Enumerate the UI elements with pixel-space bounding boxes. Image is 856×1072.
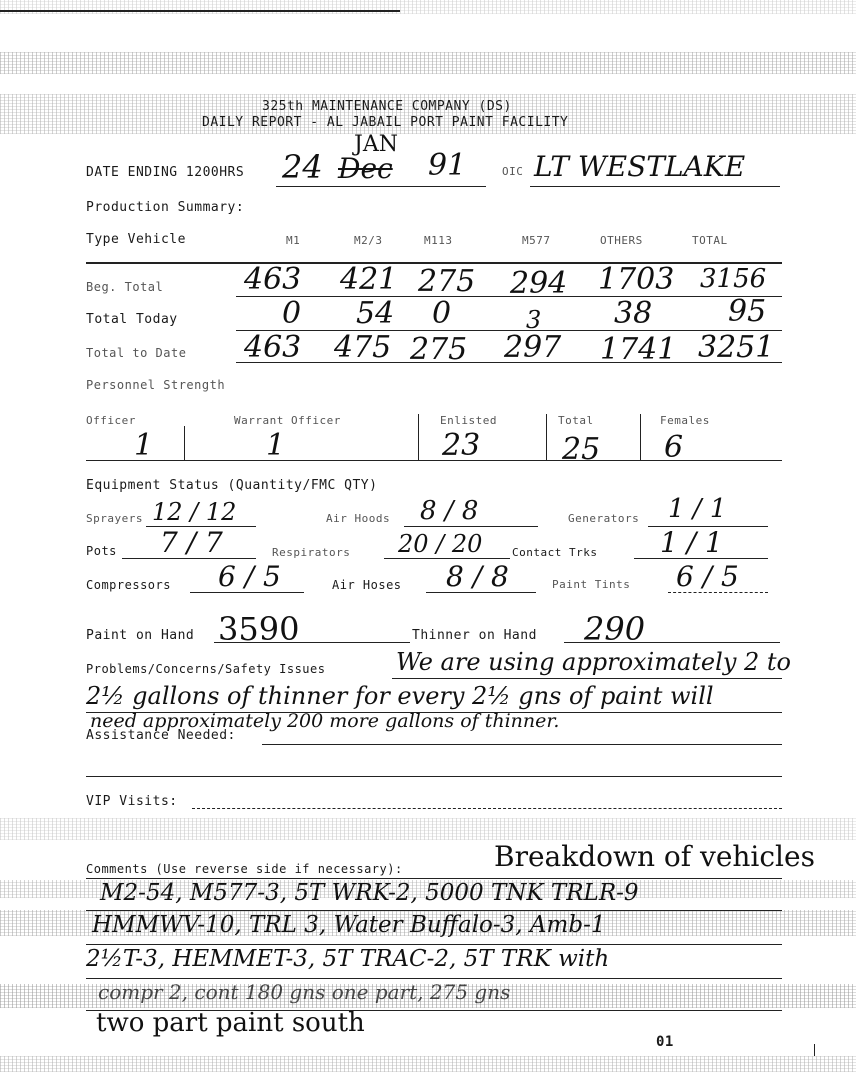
today-m577: 3 (526, 306, 542, 334)
production-title: Production Summary: (86, 200, 245, 215)
margin-mark (814, 1044, 815, 1056)
respirators-label: Respirators (272, 546, 351, 559)
paint-tints-rule (668, 592, 768, 593)
respirators-value: 20 / 20 (398, 530, 483, 558)
row-label-beg-total: Beg. Total (86, 280, 164, 294)
personnel-warrant-header: Warrant Officer (234, 414, 341, 427)
thinner-on-hand-rule (564, 642, 780, 643)
compressors-rule (190, 592, 304, 593)
date-underline (276, 186, 486, 187)
personnel-females-header: Females (660, 414, 710, 427)
personnel-title: Personnel Strength (86, 378, 226, 392)
comments-line-1: Breakdown of vehicles (494, 840, 815, 873)
comments-rule-4 (86, 978, 782, 979)
assistance-rule-1 (262, 744, 782, 745)
pots-label: Pots (86, 544, 117, 558)
assistance-rule-2 (86, 776, 782, 777)
scan-noise-band-3 (0, 818, 856, 840)
oic-name: LT WESTLAKE (534, 150, 746, 183)
personnel-divider-1 (184, 426, 185, 460)
beg-total-rule (236, 296, 782, 297)
compressors-label: Compressors (86, 578, 171, 592)
problems-label: Problems/Concerns/Safety Issues (86, 662, 326, 676)
col-m577: M577 (522, 234, 551, 247)
personnel-officer: 1 (134, 428, 154, 463)
comments-line-2: M2-54, M577-3, 5T WRK-2, 5000 TNK TRLR-9 (100, 880, 639, 906)
date-day: 24 (282, 148, 323, 186)
problems-line-1: We are using approximately 2 to (396, 648, 791, 676)
air-hoses-rule (426, 592, 536, 593)
top-border (0, 10, 400, 12)
personnel-officer-header: Officer (86, 414, 136, 427)
paint-tints-value: 6 / 5 (676, 560, 739, 593)
paint-on-hand-value: 3590 (218, 610, 300, 648)
date-month: JAN (354, 132, 398, 157)
personnel-warrant: 1 (266, 428, 286, 463)
contact-trks-value: 1 / 1 (660, 526, 723, 559)
contact-trks-rule (634, 558, 768, 559)
today-others: 38 (614, 296, 653, 331)
air-hoses-value: 8 / 8 (446, 560, 509, 593)
today-m113: 0 (432, 296, 452, 331)
comments-rule-3 (86, 944, 782, 945)
thinner-on-hand-label: Thinner on Hand (412, 628, 537, 643)
paint-on-hand-label: Paint on Hand (86, 628, 195, 643)
row-label-total-to-date: Total to Date (86, 346, 187, 360)
equipment-title: Equipment Status (Quantity/FMC QTY) (86, 478, 378, 493)
comments-line-5: compr 2, cont 180 gns one part, 275 gns (98, 980, 511, 1004)
oic-underline (530, 186, 780, 187)
type-vehicle-label: Type Vehicle (86, 232, 186, 247)
comments-label: Comments (Use reverse side if necessary): (86, 862, 403, 876)
pots-value: 7 / 7 (160, 526, 223, 559)
generators-value: 1 / 1 (668, 494, 727, 524)
vip-label: VIP Visits: (86, 794, 178, 809)
personnel-rule (86, 460, 782, 461)
comments-line-4: 2½T-3, HEMMET-3, 5T TRAC-2, 5T TRK with (86, 946, 610, 972)
generators-label: Generators (568, 512, 640, 525)
paint-on-hand-rule (214, 642, 410, 643)
beg-total-m2-3: 421 (340, 262, 398, 297)
col-m1: M1 (286, 234, 301, 247)
pots-rule (122, 558, 256, 559)
beg-total-m577: 294 (510, 266, 568, 301)
scan-noise-band-1 (0, 52, 856, 74)
compressors-value: 6 / 5 (218, 560, 281, 593)
comments-line-6: two part paint south (96, 1008, 365, 1038)
sprayers-value: 12 / 12 (152, 498, 237, 526)
col-m113: M113 (424, 234, 453, 247)
beg-total-total: 3156 (700, 264, 767, 294)
assistance-label: Assistance Needed: (86, 728, 236, 743)
beg-total-others: 1703 (598, 262, 675, 297)
page-mark: 01 (656, 1034, 674, 1050)
problems-rule-1 (392, 678, 782, 679)
col-m2-3: M2/3 (354, 234, 383, 247)
problems-line-2: 2½ gallons of thinner for every 2½ gns of paint will (86, 682, 714, 710)
personnel-divider-3 (546, 414, 547, 460)
air-hoods-rule (404, 526, 538, 527)
vip-rule (192, 808, 782, 809)
today-m2-3: 54 (356, 296, 395, 331)
col-others: OTHERS (600, 234, 643, 247)
sprayers-label: Sprayers (86, 512, 143, 525)
personnel-total-header: Total (558, 414, 594, 427)
beg-total-m113: 275 (418, 264, 476, 299)
date-month-struck: Dec (338, 152, 393, 185)
air-hoods-label: Air Hoods (326, 512, 391, 525)
air-hoods-value: 8 / 8 (420, 496, 479, 526)
comments-rule-1 (86, 878, 782, 879)
to-date-m2-3: 475 (334, 330, 392, 365)
personnel-females: 6 (664, 430, 684, 465)
today-total: 95 (728, 294, 767, 329)
respirators-rule (384, 558, 510, 559)
report-title: DAILY REPORT - AL JABAIL PORT PAINT FACILITY (202, 115, 569, 130)
oic-label: OIC (502, 165, 524, 178)
personnel-total: 25 (562, 432, 601, 467)
company-name: 325th MAINTENANCE COMPANY (DS) (262, 99, 512, 114)
personnel-enlisted-header: Enlisted (440, 414, 497, 427)
today-m1: 0 (282, 296, 302, 331)
date-label: DATE ENDING 1200HRS (86, 165, 245, 180)
to-date-others: 1741 (600, 332, 677, 367)
problems-line-3: need approximately 200 more gallons of thinner. (90, 710, 560, 732)
personnel-enlisted: 23 (442, 428, 481, 463)
personnel-divider-2 (418, 414, 419, 460)
to-date-m1: 463 (244, 330, 302, 365)
row-label-total-today: Total Today (86, 312, 178, 327)
col-total: TOTAL (692, 234, 728, 247)
date-year: 91 (428, 148, 467, 183)
thinner-on-hand-value: 290 (584, 610, 646, 648)
paint-tints-label: Paint Tints (552, 578, 631, 591)
to-date-m577: 297 (504, 330, 562, 365)
to-date-m113: 275 (410, 332, 468, 367)
to-date-total: 3251 (698, 330, 775, 365)
comments-line-3: HMMWV-10, TRL 3, Water Buffalo-3, Amb-1 (92, 912, 606, 938)
scan-noise-bottom (0, 1056, 856, 1072)
beg-total-m1: 463 (244, 262, 302, 297)
air-hoses-label: Air Hoses (332, 578, 402, 592)
to-date-rule (236, 362, 782, 363)
personnel-divider-4 (640, 414, 641, 460)
contact-trks-label: Contact Trks (512, 546, 598, 559)
comments-rule-2 (86, 910, 782, 911)
